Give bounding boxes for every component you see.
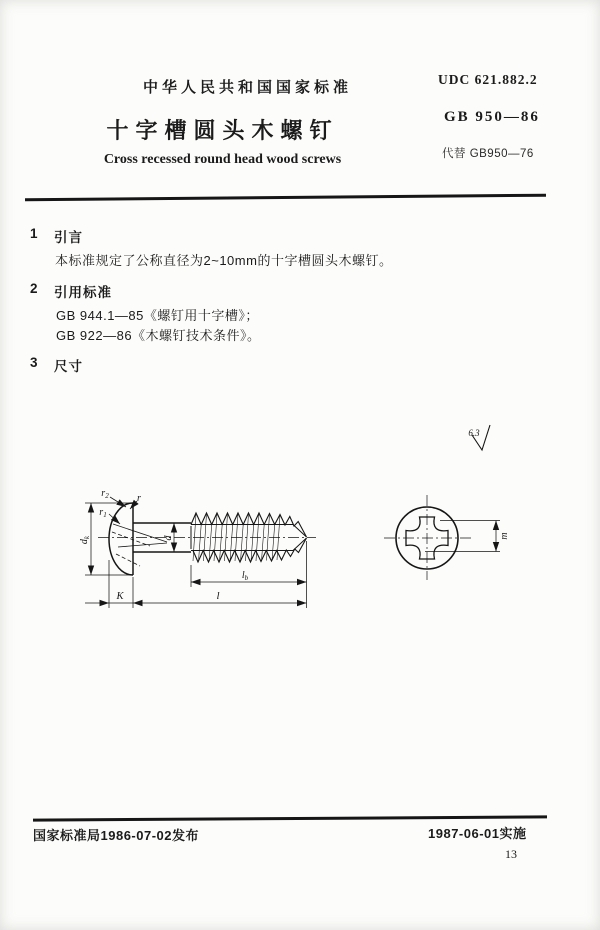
head-dome-outline [109,503,133,575]
national-standard-heading: 中华人民共和国国家标准 [142,79,352,96]
section-1-heading: 引言 [54,230,83,245]
issued-by-text: 国家标准局1986-07-02发布 [33,828,199,843]
lb-label: $l_b$ [241,570,249,582]
dk-label: $d_k$ [79,535,91,545]
dk-extension-lines [85,503,131,575]
r-label: r [137,493,141,504]
roughness-value: 6.3 [468,428,480,438]
r1-label: $r_1$ [99,507,107,519]
page-number: 13 [505,847,517,861]
standard-number: GB 950—86 [444,109,540,125]
document-title-english: Cross recessed round head wood screws [103,152,342,167]
reference-2: GB 922—86《木螺钉技术条件》。 [56,328,261,343]
r2-leader [110,497,126,507]
document-title-chinese: 十字槽圆头木螺钉 [106,118,339,143]
recess-hidden-lines [112,532,150,566]
screw-side-view [98,503,316,575]
d-label: d [163,535,174,541]
surface-roughness-symbol [468,425,490,450]
section-1-body: 本标准规定了公称直径为2~10mm的十字槽圆头木螺钉。 [55,253,393,268]
effective-date-text: 1987-06-01实施 [428,826,527,841]
m-label: m [499,532,510,540]
section-1-number: 1 [30,226,38,241]
l-label: l [216,590,220,602]
header-divider-rule [25,194,546,202]
section-2-number: 2 [30,281,38,296]
reference-1: GB 944.1—85《螺钉用十字槽》； [56,308,259,323]
footer-divider-rule [33,815,547,821]
screw-end-view [384,495,500,580]
udc-number: UDC 621.882.2 [438,72,538,87]
k-label: K [116,591,124,602]
section-3-heading: 尺寸 [54,359,83,374]
section-2-heading: 引用标准 [54,285,112,300]
section-3-number: 3 [30,355,38,370]
replaces-note: 代替 GB950—76 [442,148,534,160]
r2-label: $r_2$ [101,488,109,500]
technical-drawing [60,400,580,640]
lb-extension-lines [191,541,307,608]
